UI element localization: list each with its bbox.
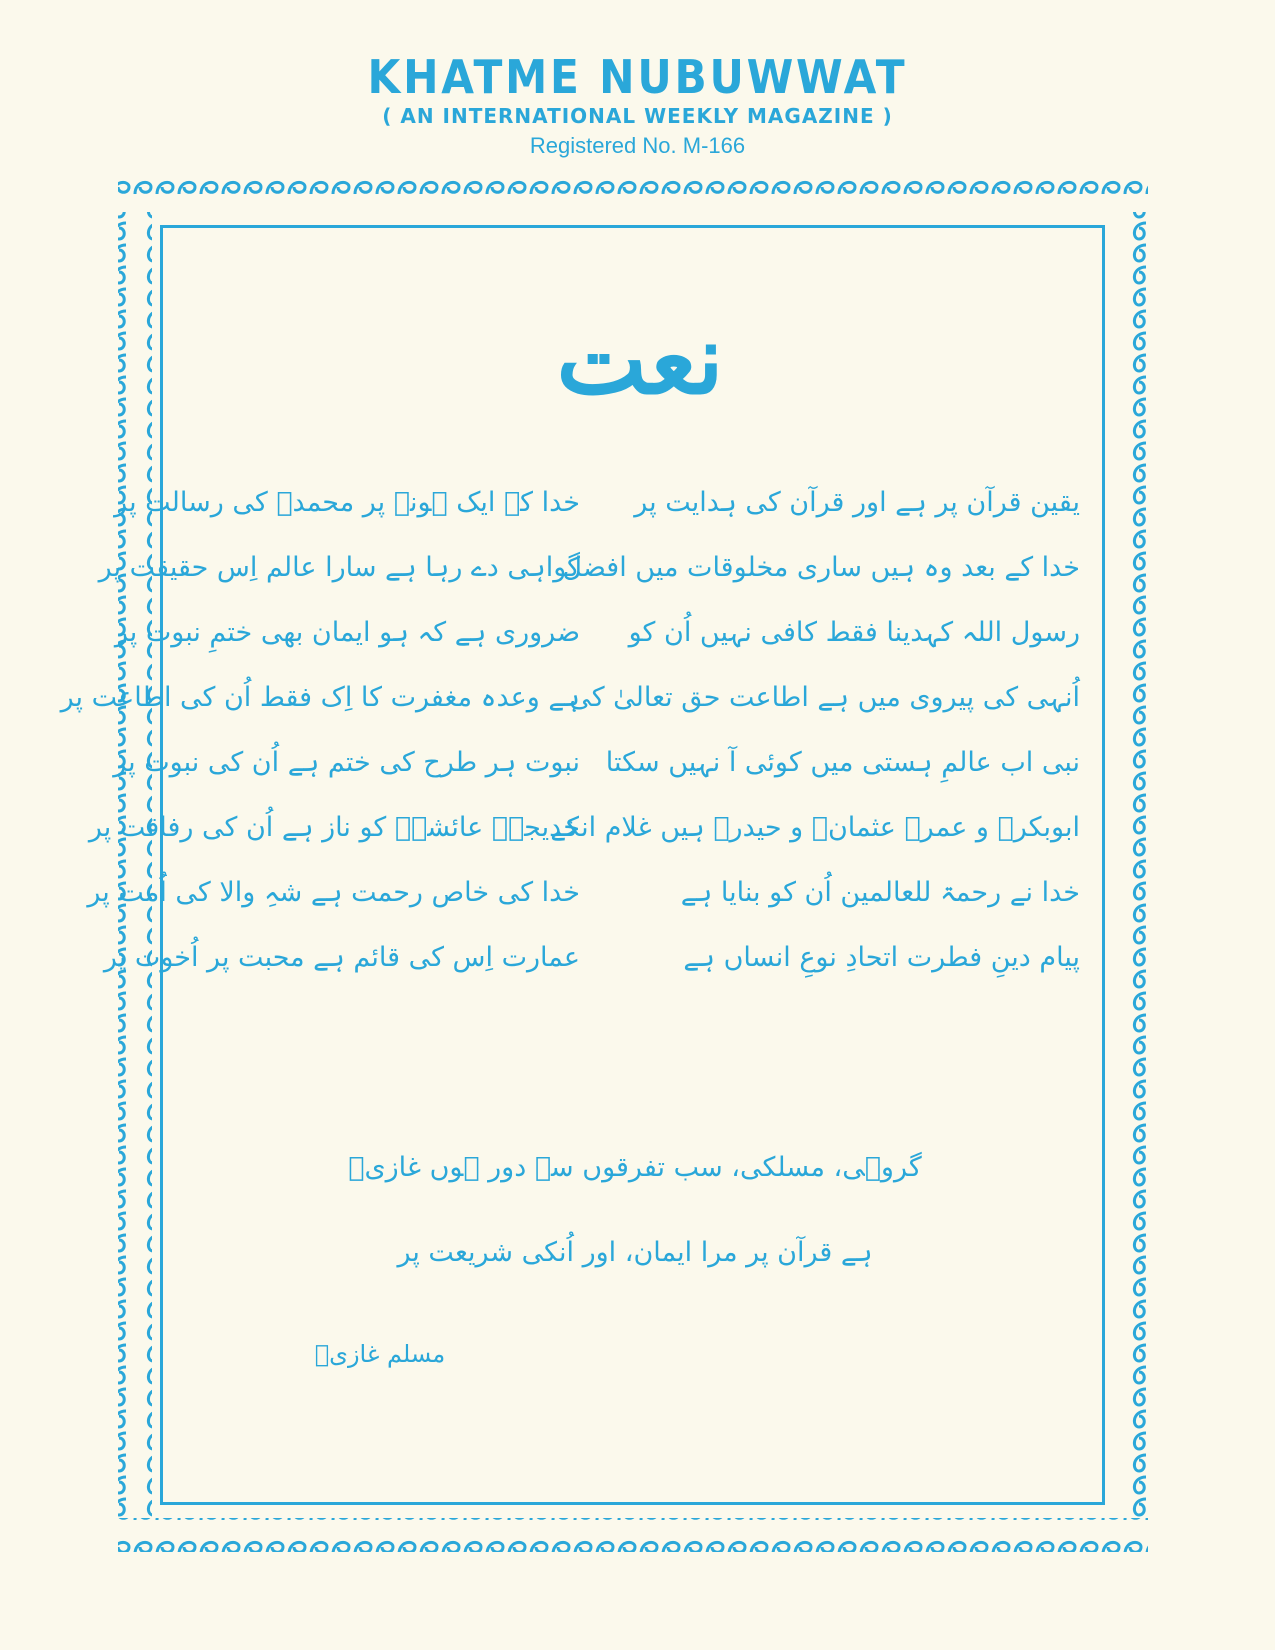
verse-line: خدا کے ایک ہونے پر محمدؐ کی رسالت پر xyxy=(114,487,580,518)
verse-line: خدیجہؓ عائشہؓ کو ناز ہے اُن کی رفاقت پر xyxy=(88,812,580,843)
verse-line: اُنہی کی پیروی میں ہے اطاعت حق تعالیٰ کی xyxy=(569,682,1080,713)
verse-line: رسول اللہ کہدینا فقط کافی نہیں اُن کو xyxy=(628,617,1080,648)
registration-number: Registered No. M-166 xyxy=(529,133,746,158)
verse-line: ہے وعدہ مغفرت کا اِک فقط اُن کی اطاعت پر xyxy=(60,682,580,713)
magazine-subtitle: ( AN INTERNATIONAL WEEKLY MAGAZINE ) xyxy=(382,104,893,128)
verse-line: خدا نے رحمۃ للعالمین اُن کو بنایا ہے xyxy=(680,877,1080,908)
closing-couplet xyxy=(340,1125,930,1295)
border-right xyxy=(1114,212,1148,1518)
verse-line: ابوبکرؓ و عمرؓ عثمانؓ و حیدرؓ ہیں غلام انکے xyxy=(550,812,1080,843)
right-verse-column xyxy=(550,470,1080,990)
verse-line: یقین قرآن پر ہے اور قرآن کی ہدایت پر xyxy=(634,487,1080,518)
border-top xyxy=(118,178,1148,212)
verse-line: عمارت اِس کی قائم ہے محبت پر اُخوت پر xyxy=(103,942,580,973)
verse-line: نبی اب عالمِ ہستی میں کوئی آ نہیں سکتا xyxy=(605,747,1080,778)
verse-line: خدا کی خاص رحمت ہے شہِ والا کی اُمت پر xyxy=(87,877,580,908)
magazine-title: KHATME NUBUWWAT xyxy=(367,50,908,104)
poem-heading: نعت xyxy=(556,303,724,416)
closing-line: ہے قرآن پر مرا ایمان، اور اُنکی شریعت پر xyxy=(397,1237,873,1268)
verse-line: ضروری ہے کہ ہو ایمان بھی ختمِ نبوت پر xyxy=(114,617,580,648)
verse-line: نبوت ہر طرح کی ختم ہے اُن کی نبوت پر xyxy=(113,747,580,778)
verse-line: خدا کے بعد وہ ہیں ساری مخلوقات میں افضل xyxy=(562,552,1080,583)
poet-name: مسلم غازیؔ xyxy=(314,1340,446,1368)
closing-line: گروہی، مسلکی، سب تفرقوں سے دور ہوں غازیؔ xyxy=(348,1152,922,1183)
verse-line: پیام دینِ فطرت اتحادِ نوعِ انساں ہے xyxy=(683,942,1080,973)
border-bottom xyxy=(118,1518,1148,1552)
verse-line: گواہی دے رہا ہے سارا عالم اِس حقیقت پر xyxy=(98,552,580,583)
left-verse-column xyxy=(60,470,580,990)
